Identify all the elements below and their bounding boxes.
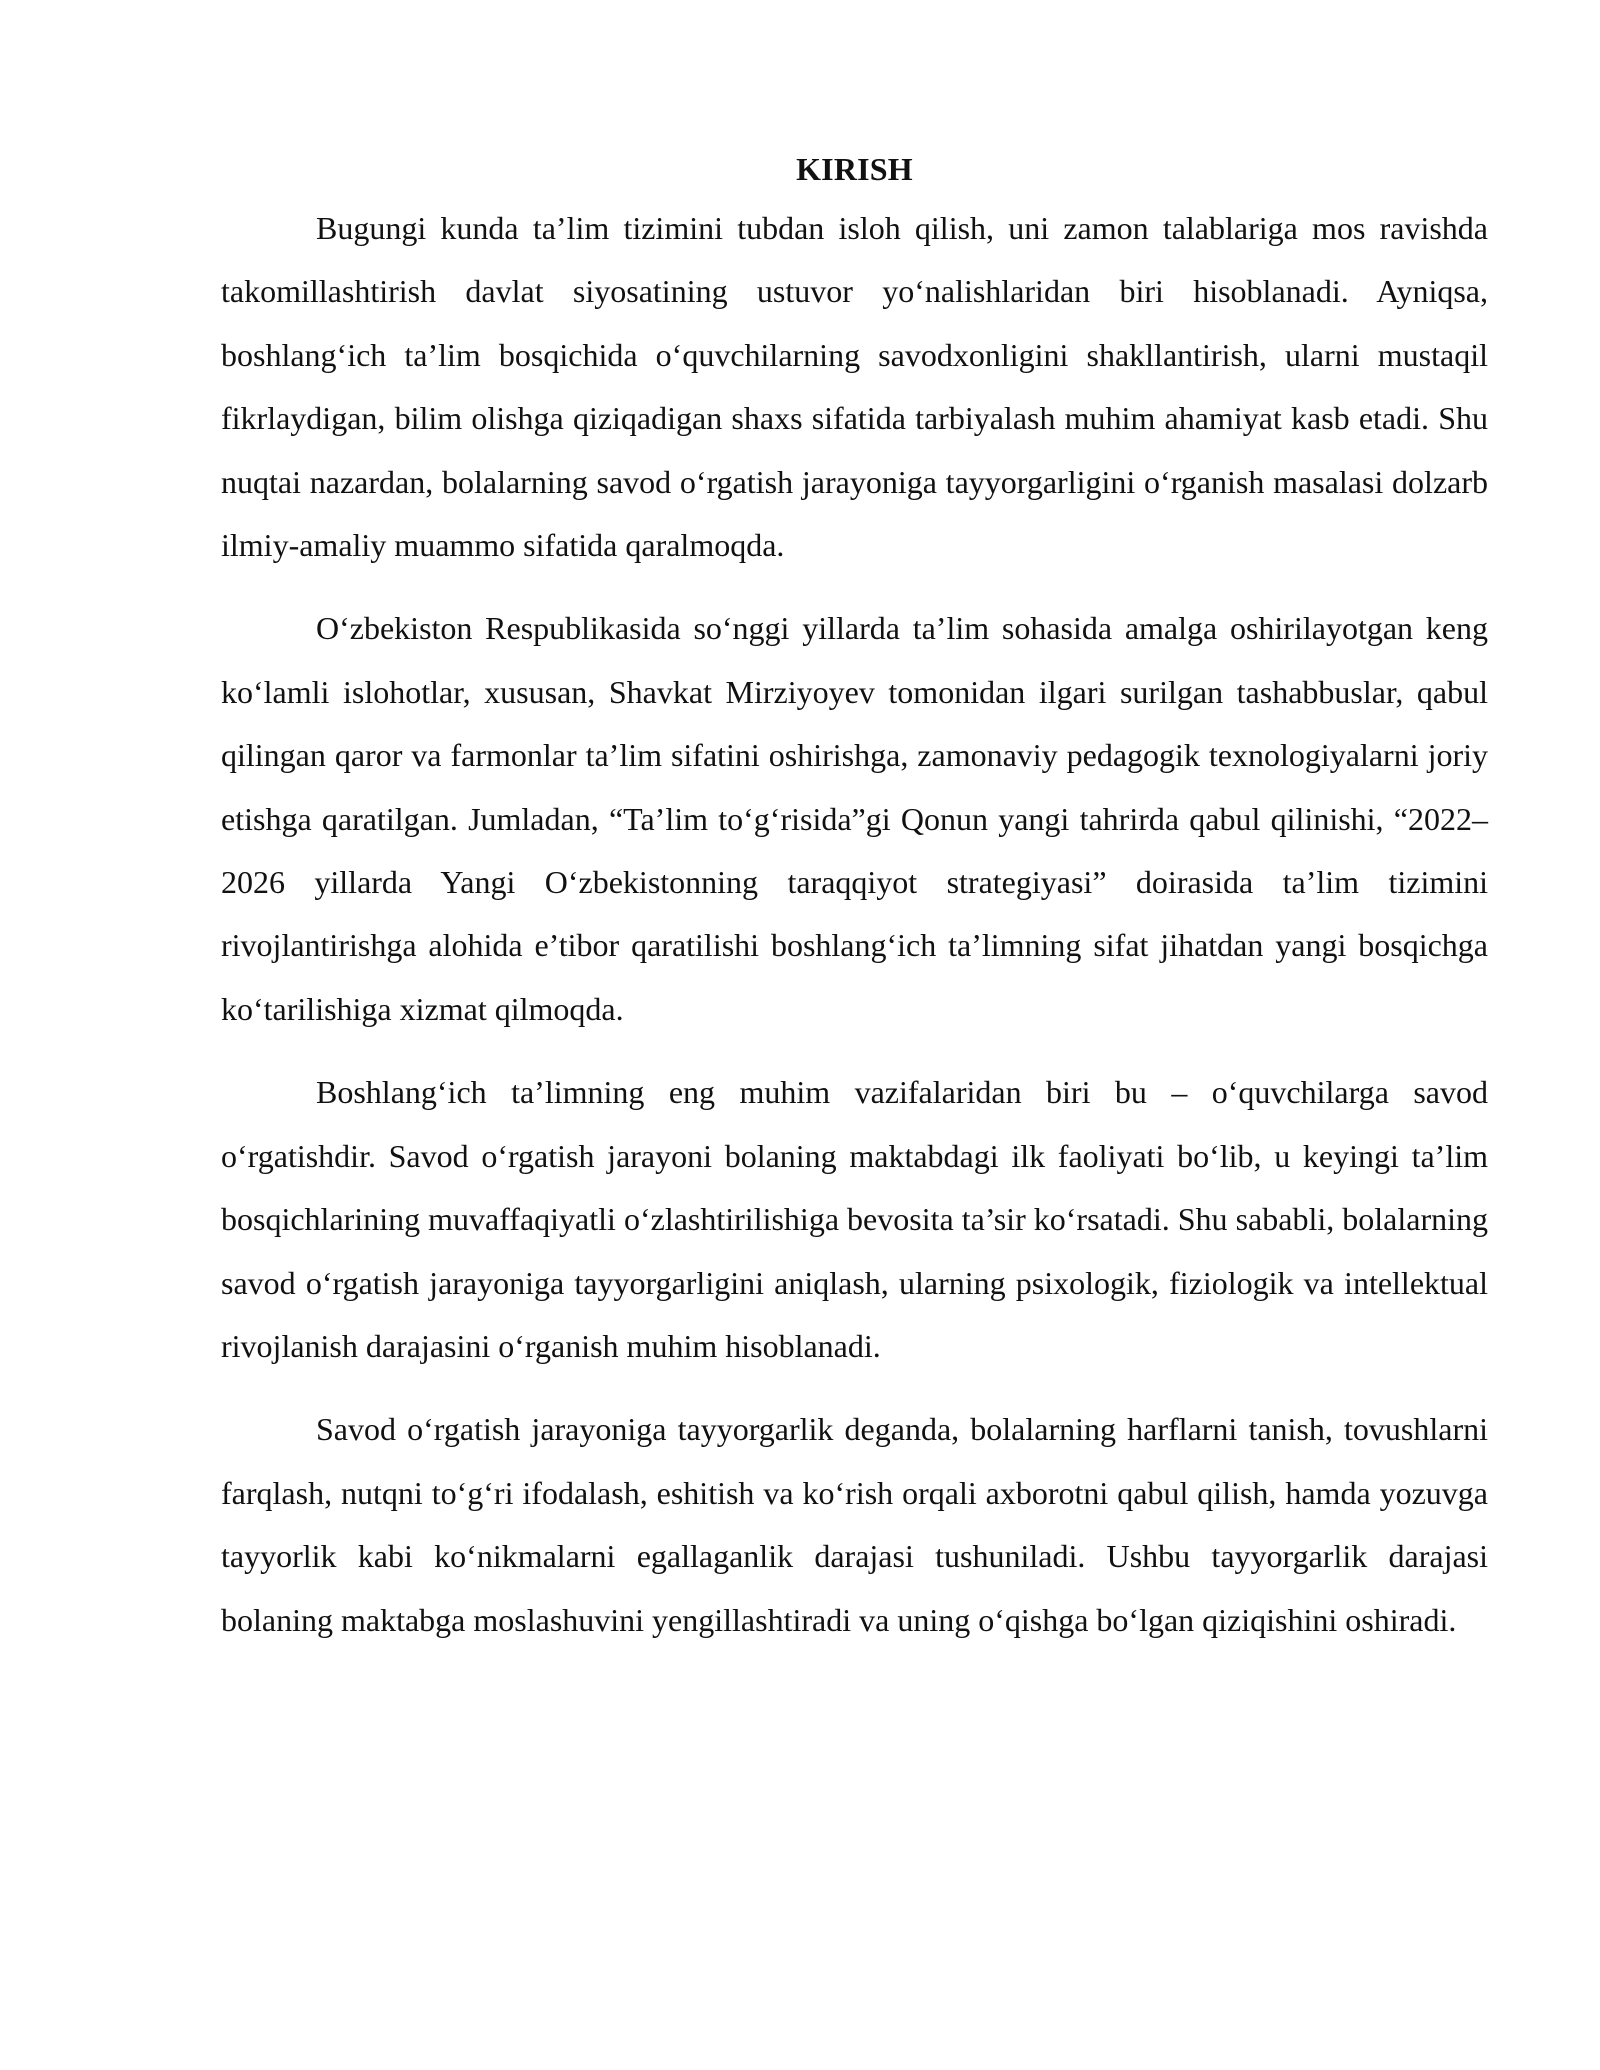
paragraph-4: Savod o‘rgatish jarayoniga tayyorgarlik deganda, bolalarning harflarni tanish, tovushlarni farqlash, nutqni to‘g‘ri ifodalash, eshitish va ko‘rish orqali axborotni qabul qilish, hamda yozuvga tayyorlik kabi ko‘nikmalarni egallaganlik darajasi tushuniladi. Ushbu tayyorgarlik darajasi bolaning maktabga moslashuvini yengillashtiradi va uning o‘qishga bo‘lgan qiziqishini oshiradi. [221,1411,1488,1638]
document-body [221,145,1488,1672]
section-heading: KIRISH [796,151,913,187]
paragraph-2: O‘zbekiston Respublikasida so‘nggi yillarda ta’lim sohasida amalga oshirilayotgan keng ko‘lamli islohotlar, xususan, Shavkat Mirziyoyev tomonidan ilgari surilgan tashabbuslar, qabul qilingan qaror va farmonlar ta’lim sifatini oshirishga, zamonaviy pedagogik texnologiyalarni joriy etishga qaratilgan. Jumladan, “Ta’lim to‘g‘risida”gi Qonun yangi tahrirda qabul qilinishi, “2022–2026 yillarda Yangi O‘zbekistonning taraqqiyot strategiyasi” doirasida ta’lim tizimini rivojlantirishga alohida e’tibor qaratilishi boshlang‘ich ta’limning sifat jihatdan yangi bosqichga ko‘tarilishiga xizmat qilmoqda. [221,610,1488,1027]
paragraph-1: Bugungi kunda ta’lim tizimini tubdan isloh qilish, uni zamon talablariga mos ravishda takomillashtirish davlat siyosatining ustuvor yo‘nalishlaridan biri hisoblanadi. Ayniqsa, boshlang‘ich ta’lim bosqichida o‘quvchilarning savodxonligini shakllantirish, ularni mustaqil fikrlaydigan, bilim olishga qiziqadigan shaxs sifatida tarbiyalash muhim ahamiyat kasb etadi. Shu nuqtai nazardan, bolalarning savod o‘rgatish jarayoniga tayyorgarligini o‘rganish masalasi dolzarb ilmiy-amaliy muammo sifatida qaralmoqda. [221,210,1488,564]
paragraph-3: Boshlang‘ich ta’limning eng muhim vazifalaridan biri bu – o‘quvchilarga savod o‘rgatishdir. Savod o‘rgatish jarayoni bolaning maktabdagi ilk faoliyati bo‘lib, u keyingi ta’lim bosqichlarining muvaffaqiyatli o‘zlashtirilishiga bevosita ta’sir ko‘rsatadi. Shu sababli, bolalarning savod o‘rgatish jarayoniga tayyorgarligini aniqlash, ularning psixologik, fiziologik va intellektual rivojlanish darajasini o‘rganish muhim hisoblanadi. [221,1074,1488,1364]
